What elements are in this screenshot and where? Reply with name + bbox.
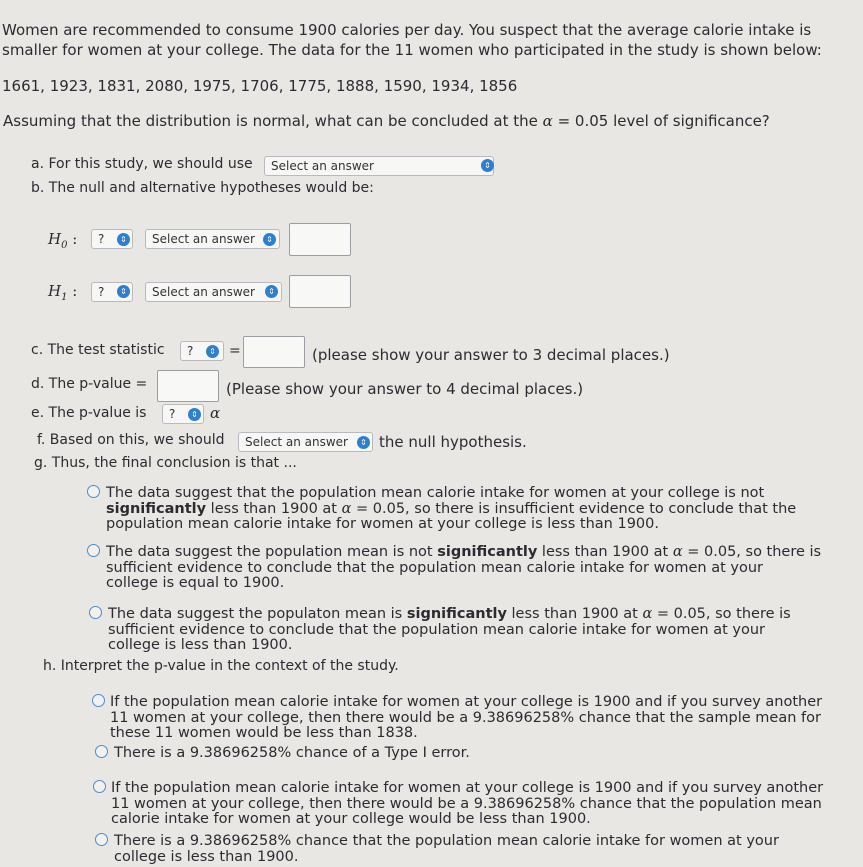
conclusion-radio-1[interactable]: [87, 485, 100, 498]
updown-arrows-icon: ⇕: [357, 436, 370, 449]
interpretation-radio-1[interactable]: [92, 694, 105, 707]
conclusion-option-1: The data suggest that the population mean calorie intake for women at your college is not significantly less than 1900 at α = 0.05, so there is insufficient evidence to conclude that the population mean calorie intake for women at your college is less than 1900.: [106, 485, 797, 532]
interpretation-radio-3[interactable]: [93, 780, 106, 793]
question: [3, 112, 770, 130]
part-d-hint: (Please show your answer to 4 decimal places.): [226, 380, 584, 398]
interpretation-option-1: If the population mean calorie intake for women at your college is 1900 and if you survey another 11 women at your college, then there would be a 9.38696258% chance that the sample mean for these 11 women would be less than 1838.: [110, 694, 823, 741]
part-a-label: a. For this study, we should use: [31, 156, 253, 172]
test-statistic-input[interactable]: [243, 336, 305, 368]
data-values: 1661, 1923, 1831, 2080, 1975, 1706, 1775, 1888, 1590, 1934, 1856: [2, 77, 518, 95]
h0-label: $H_0$ :: [48, 230, 78, 251]
question-pre: Assuming that the distribution is normal, what can be concluded at the: [3, 112, 538, 130]
updown-arrows-icon: ⇕: [188, 408, 201, 421]
part-d-label: d. The p-value =: [31, 376, 148, 392]
part-a-select[interactable]: [264, 156, 494, 176]
updown-arrows-icon: ⇕: [265, 285, 278, 298]
h1-value-input[interactable]: [289, 275, 351, 308]
decision-select[interactable]: Select an answer: [238, 432, 373, 452]
h0-op-select[interactable]: Select an answer: [145, 229, 280, 249]
equals-sign: =: [229, 343, 241, 359]
interpretation-radio-4[interactable]: [95, 833, 108, 846]
intro-line-1: Women are recommended to consume 1900 calories per day. You suspect that the average calorie intake is: [2, 21, 812, 39]
p-value-compare-select[interactable]: ?: [162, 404, 204, 424]
part-e-label: e. The p-value is: [31, 405, 147, 421]
updown-arrows-icon: ⇕: [263, 233, 276, 246]
part-c-label: c. The test statistic: [31, 342, 165, 358]
h1-label: $H_1$ :: [48, 282, 78, 303]
conclusion-option-2: The data suggest the population mean is not significantly less than 1900 at α = 0.05, so there is sufficient evidence to conclude that the population mean calorie intake for women at your college is equal to 1900.: [106, 544, 822, 591]
h0-param-select[interactable]: ?: [91, 229, 133, 249]
part-g-label: g. Thus, the final conclusion is that ...: [34, 455, 297, 471]
alpha-symbol: α: [210, 404, 221, 422]
h1-param-select[interactable]: ?: [91, 282, 133, 302]
conclusion-radio-2[interactable]: [87, 544, 100, 557]
question-post: = 0.05 level of significance?: [557, 112, 770, 130]
updown-arrows-icon: ⇕: [117, 285, 130, 298]
updown-arrows-icon: ⇕: [481, 159, 494, 172]
part-f-suffix: the null hypothesis.: [379, 433, 527, 451]
part-f-label: f. Based on this, we should: [37, 432, 225, 448]
interpretation-radio-2[interactable]: [95, 745, 108, 758]
conclusion-option-3: The data suggest the populaton mean is significantly less than 1900 at α = 0.05, so there is sufficient evidence to conclude that the population mean calorie intake for women at your college is less than 1900.: [108, 606, 791, 653]
part-a-select-value: Select an answer: [271, 159, 374, 173]
interpretation-option-3: If the population mean calorie intake for women at your college is 1900 and if you survey another 11 women at your college, then there would be a 9.38696258% chance that the population mean calorie intake for women at your college would be less than 1900.: [111, 780, 824, 827]
conclusion-radio-3[interactable]: [89, 606, 102, 619]
part-h-label: h. Interpret the p-value in the context of the study.: [43, 658, 399, 674]
p-value-input[interactable]: [157, 370, 219, 402]
h1-op-select[interactable]: Select an answer: [145, 282, 282, 302]
alpha-symbol: α: [542, 112, 553, 130]
interpretation-option-4: There is a 9.38696258% chance that the population mean calorie intake for women at your college is less than 1900.: [114, 833, 779, 865]
h0-value-input[interactable]: [289, 223, 351, 256]
test-statistic-select[interactable]: ?: [180, 341, 224, 361]
interpretation-option-2: There is a 9.38696258% chance of a Type I error.: [114, 745, 470, 761]
updown-arrows-icon: ⇕: [117, 233, 130, 246]
intro-line-2: smaller for women at your college. The data for the 11 women who participated in the study is shown below:: [2, 41, 822, 59]
part-b-label: b. The null and alternative hypotheses would be:: [31, 180, 374, 196]
part-c-hint: (please show your answer to 3 decimal places.): [312, 346, 670, 364]
updown-arrows-icon: ⇕: [206, 345, 219, 358]
